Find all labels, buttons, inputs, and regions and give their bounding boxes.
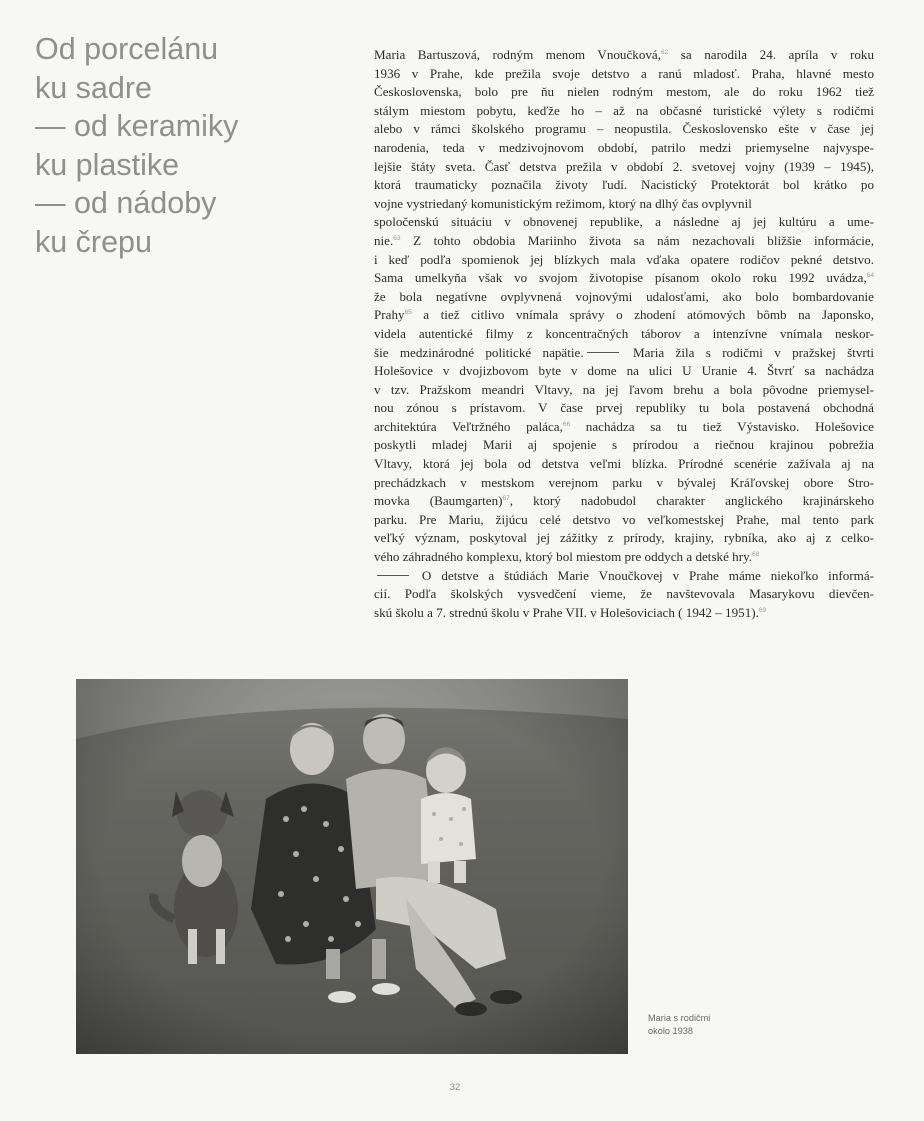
heading-line: — od keramiky: [35, 109, 239, 144]
text-line: architektúra Veľtržného paláca,$^{66}$ nachádza sa tu tiež Výstavisko. Holešovice: [374, 418, 874, 434]
section-dash: [587, 352, 619, 353]
family-photo-icon: [76, 679, 628, 1054]
text-line: movka (Baumgarten)$^{67}$, ktorý nadobudol charakter anglického krajinárskeho: [374, 493, 875, 509]
text-line: Holešovice v dvojizbovom byte v dome na ulici U Uranie 4. Štvrť sa nachádza: [374, 363, 874, 379]
heading-line: Od porcelánu: [35, 32, 219, 66]
text-line: ktorá traumaticky poznačila životy ľudí. Nacistický Protektorát bol krátko po: [374, 177, 874, 193]
heading-line: ku sadre: [35, 70, 152, 105]
text-line: videla autentické filmy z koncentračných táborov a intenzívne vnímala neskor-: [374, 325, 874, 341]
text-line: lejšie štáty sveta. Časť detstva prežila v období 2. svetovej vojny (1939 – 1945),: [374, 158, 874, 174]
text-line: Prahy$^{65}$ a tiež citlivo vnímala správy o zhodení atómových bômb na Japonsko,: [374, 307, 874, 323]
footnote-ref: 62: [661, 49, 669, 56]
footnote-ref: 63: [393, 234, 401, 242]
text-line: Sama umelkyňa však vo svojom životopise písanom okolo roku 1992 uvádza,$^{64}$: [374, 270, 874, 286]
caption-line: Maria s rodičmi: [648, 1013, 711, 1023]
footnote-ref: 66: [562, 420, 571, 428]
footnote-ref: 68: [752, 551, 760, 559]
body-text: [374, 46, 874, 622]
chapter-heading: [35, 30, 335, 262]
text-line: O detstve a štúdiách Marie Vnoučkovej v Prahe máme niekoľko informá-: [374, 567, 874, 586]
text-line: skú školu a 7. strednú školu v Prahe VII. v Holešoviciach ( 1942 – 1951).$^{69}$: [374, 604, 767, 620]
text-line: stálym miestom pobytu, keďže ho – až na občasné turistické výlety s rodičmi: [374, 102, 874, 118]
text-line: Československa, bolo pre ňu nielen rodným mestom, ale do roku 1962 tiež: [374, 84, 874, 100]
text-line: nou zónou s prístavom. V čase prvej republiky tu bola postavená obchodná: [374, 400, 874, 416]
text-line: vojne vystriedaný komunistickým režimom, ktorý na dlhý čas ovplyvnil: [374, 195, 752, 211]
text-line: nie.$^{63}$ Z tohto obdobia Mariinho života sa nám nezachovali bližšie informácie,: [374, 232, 874, 248]
text-line: Vltavy, ktorá jej bola od detstva veľmi blízka. Prírodné scenérie zažívala aj na: [374, 456, 874, 472]
text-line: poskytli mladej Marii aj spojenie s prírodou a riečnou krajinou pobrežia: [374, 437, 874, 453]
footnote-ref: 67: [502, 495, 510, 503]
text-line: cií. Podľa školských vysvedčení vieme, že navštevovala Masarykovu dievčen-: [374, 586, 874, 602]
text-line: Maria Bartuszová, rodným menom Vnoučková,$^{62}$ sa narodila 24. apríla v roku: [374, 47, 874, 62]
heading-line: ku črepu: [35, 224, 152, 259]
footnote-ref: 64: [866, 272, 874, 280]
text-line: prechádzkach v mestskom verejnom parku v bývalej Kráľovskej obore Stro-: [374, 474, 874, 490]
text-line: že bola negatívne ovplyvnená vojnovými udalosťami, ako bolo bombardovanie: [374, 288, 874, 304]
heading-line: ku plastike: [35, 147, 180, 182]
heading-line: — od nádoby: [35, 186, 217, 221]
footnote-ref: 65: [404, 309, 412, 317]
photo-caption: [648, 1012, 758, 1037]
text-line: narodenia, teda v medzivojnovom období, patrilo medzi priemyselne najvyspe-: [374, 139, 874, 155]
text-line: veľký význam, poskytoval jej zážitky z prírody, krajiny, rybníka, ako aj z celko-: [374, 530, 874, 546]
text-line: 1936 v Prahe, kde prežila svoje detstvo a ranú mladosť. Praha, hlavné mesto: [374, 65, 874, 81]
family-photo: [76, 679, 628, 1054]
footnote-ref: 69: [758, 606, 767, 614]
text-line: alebo v rámci školského programu – neopustila. Československo ešte v čase jej: [374, 121, 874, 137]
text-line: vého záhradného komplexu, ktorý bol miestom pre oddych a detské hry.$^{68}$: [374, 549, 760, 565]
text-line: parku. Pre Mariu, žijúcu celé detstvo vo veľkomestskej Prahe, mal tento park: [374, 511, 874, 527]
text-line: i keď podľa spomienok jej blízkych mala vďaka opatere rodičov pekné detstvo.: [374, 251, 874, 267]
section-dash: [377, 575, 409, 576]
page-number: 32: [449, 1082, 461, 1093]
text-line: šie medzinárodné politické napätie. Maria žila s rodičmi v pražskej štvrti: [374, 344, 874, 360]
text-line: v tzv. Pražskom meandri Vltavy, na jej ľavom brehu a bola pôvodne priemysel-: [374, 381, 874, 397]
caption-line: okolo 1938: [648, 1025, 693, 1036]
text-line: spoločenskú situáciu v obnovenej republike, a následne aj jej kultúru a ume-: [374, 214, 874, 230]
